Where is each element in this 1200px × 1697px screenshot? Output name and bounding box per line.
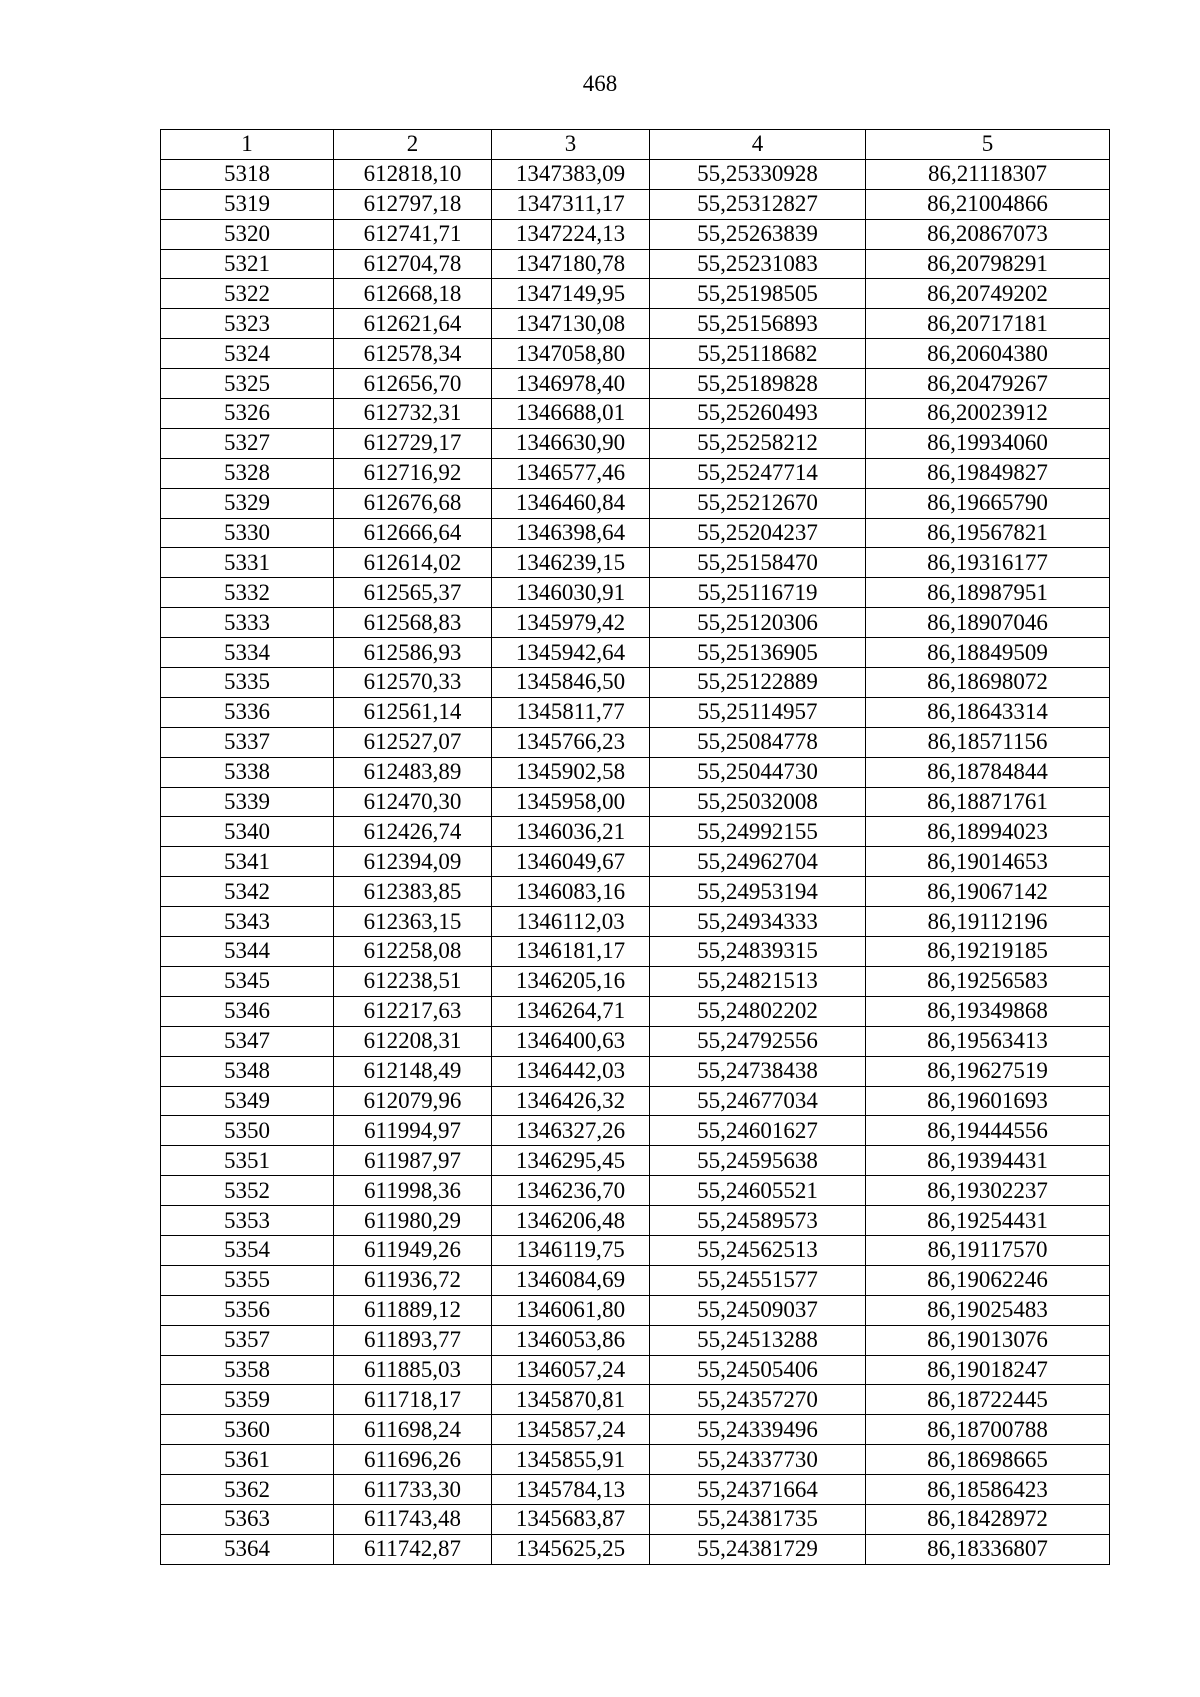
table-cell-col-3: 1346206,48	[492, 1206, 650, 1236]
header-cell-3: 3	[492, 130, 650, 160]
table-row	[161, 1475, 1110, 1505]
table-cell-col-4: 55,24381729	[650, 1534, 866, 1564]
table-row	[161, 1086, 1110, 1116]
header-cell-1: 1	[161, 130, 334, 160]
table-row	[161, 757, 1110, 787]
table-row	[161, 1385, 1110, 1415]
table-cell-col-3: 1346442,03	[492, 1056, 650, 1086]
table-cell-col-1: 5324	[161, 339, 334, 369]
table-cell-col-1: 5357	[161, 1325, 334, 1355]
table-cell-col-5: 86,19934060	[866, 428, 1110, 458]
table-cell-col-1: 5358	[161, 1355, 334, 1385]
table-row	[161, 1146, 1110, 1176]
table-cell-col-4: 55,24992155	[650, 817, 866, 847]
header-cell-5: 5	[866, 130, 1110, 160]
table-cell-col-3: 1346236,70	[492, 1176, 650, 1206]
table-cell-col-2: 612217,63	[334, 996, 492, 1026]
table-cell-col-1: 5320	[161, 219, 334, 249]
table-cell-col-1: 5353	[161, 1206, 334, 1236]
table-cell-col-4: 55,25084778	[650, 727, 866, 757]
table-cell-col-2: 611733,30	[334, 1475, 492, 1505]
table-cell-col-2: 612238,51	[334, 966, 492, 996]
table-row	[161, 727, 1110, 757]
table-cell-col-5: 86,18571156	[866, 727, 1110, 757]
table-cell-col-5: 86,20717181	[866, 309, 1110, 339]
table-row	[161, 996, 1110, 1026]
table-cell-col-3: 1345625,25	[492, 1534, 650, 1564]
table-cell-col-1: 5342	[161, 877, 334, 907]
table-cell-col-4: 55,25122889	[650, 668, 866, 698]
table-cell-col-4: 55,25330928	[650, 159, 866, 189]
table-cell-col-3: 1346205,16	[492, 966, 650, 996]
table-row	[161, 847, 1110, 877]
table-cell-col-2: 612818,10	[334, 159, 492, 189]
table-cell-col-4: 55,24792556	[650, 1026, 866, 1056]
table-cell-col-4: 55,24839315	[650, 937, 866, 967]
table-cell-col-5: 86,18784844	[866, 757, 1110, 787]
table-cell-col-4: 55,25118682	[650, 339, 866, 369]
table-cell-col-2: 612208,31	[334, 1026, 492, 1056]
table-cell-col-5: 86,19025483	[866, 1295, 1110, 1325]
table-cell-col-1: 5319	[161, 189, 334, 219]
table-row	[161, 1295, 1110, 1325]
table-cell-col-1: 5334	[161, 638, 334, 668]
table-cell-col-5: 86,18698072	[866, 668, 1110, 698]
table-cell-col-4: 55,25312827	[650, 189, 866, 219]
table-row	[161, 249, 1110, 279]
table-cell-col-5: 86,20023912	[866, 399, 1110, 429]
table-cell-col-3: 1345979,42	[492, 608, 650, 638]
table-cell-col-2: 612586,93	[334, 638, 492, 668]
table-cell-col-4: 55,25136905	[650, 638, 866, 668]
table-row	[161, 1176, 1110, 1206]
table-cell-col-1: 5339	[161, 787, 334, 817]
table-row	[161, 877, 1110, 907]
table-cell-col-4: 55,24605521	[650, 1176, 866, 1206]
table-row	[161, 1116, 1110, 1146]
table-cell-col-5: 86,20798291	[866, 249, 1110, 279]
table-row	[161, 787, 1110, 817]
table-cell-col-1: 5350	[161, 1116, 334, 1146]
table-cell-col-3: 1346398,64	[492, 518, 650, 548]
table-cell-col-4: 55,24371664	[650, 1475, 866, 1505]
table-cell-col-3: 1346239,15	[492, 548, 650, 578]
table-cell-col-1: 5337	[161, 727, 334, 757]
table-cell-col-5: 86,19567821	[866, 518, 1110, 548]
table-cell-col-4: 55,25247714	[650, 458, 866, 488]
table-cell-col-3: 1346630,90	[492, 428, 650, 458]
table-cell-col-1: 5360	[161, 1415, 334, 1445]
table-cell-col-2: 611743,48	[334, 1504, 492, 1534]
table-cell-col-4: 55,25116719	[650, 578, 866, 608]
table-cell-col-1: 5325	[161, 369, 334, 399]
table-cell-col-1: 5322	[161, 279, 334, 309]
table-row	[161, 1206, 1110, 1236]
table-cell-col-5: 86,18849509	[866, 638, 1110, 668]
table-cell-col-1: 5344	[161, 937, 334, 967]
table-cell-col-3: 1346049,67	[492, 847, 650, 877]
table-cell-col-4: 55,25158470	[650, 548, 866, 578]
table-cell-col-1: 5335	[161, 668, 334, 698]
table-cell-col-1: 5333	[161, 608, 334, 638]
table-cell-col-5: 86,19117570	[866, 1235, 1110, 1265]
table-cell-col-2: 612666,64	[334, 518, 492, 548]
table-cell-col-3: 1346688,01	[492, 399, 650, 429]
table-cell-col-4: 55,25260493	[650, 399, 866, 429]
table-cell-col-1: 5327	[161, 428, 334, 458]
table-cell-col-3: 1346057,24	[492, 1355, 650, 1385]
table-cell-col-3: 1346030,91	[492, 578, 650, 608]
table-cell-col-4: 55,24962704	[650, 847, 866, 877]
table-cell-col-5: 86,19112196	[866, 907, 1110, 937]
table-cell-col-3: 1347180,78	[492, 249, 650, 279]
table-cell-col-3: 1346181,17	[492, 937, 650, 967]
table-cell-col-2: 612363,15	[334, 907, 492, 937]
table-cell-col-4: 55,25212670	[650, 488, 866, 518]
table-cell-col-2: 612732,31	[334, 399, 492, 429]
table-cell-col-2: 611698,24	[334, 1415, 492, 1445]
table-cell-col-4: 55,25044730	[650, 757, 866, 787]
table-cell-col-2: 611936,72	[334, 1265, 492, 1295]
table-cell-col-3: 1345902,58	[492, 757, 650, 787]
table-cell-col-3: 1347130,08	[492, 309, 650, 339]
table-row	[161, 1265, 1110, 1295]
table-cell-col-3: 1345958,00	[492, 787, 650, 817]
table-cell-col-4: 55,24802202	[650, 996, 866, 1026]
table-row	[161, 1026, 1110, 1056]
table-cell-col-5: 86,19627519	[866, 1056, 1110, 1086]
table-cell-col-2: 611885,03	[334, 1355, 492, 1385]
table-cell-col-5: 86,18871761	[866, 787, 1110, 817]
table-row	[161, 369, 1110, 399]
table-cell-col-3: 1345784,13	[492, 1475, 650, 1505]
header-cell-4: 4	[650, 130, 866, 160]
table-row	[161, 1355, 1110, 1385]
table-cell-col-3: 1346084,69	[492, 1265, 650, 1295]
table-cell-col-2: 611718,17	[334, 1385, 492, 1415]
table-cell-col-2: 612656,70	[334, 369, 492, 399]
table-cell-col-5: 86,18336807	[866, 1534, 1110, 1564]
table-cell-col-4: 55,24337730	[650, 1445, 866, 1475]
table-cell-col-2: 612578,34	[334, 339, 492, 369]
table-cell-col-3: 1346112,03	[492, 907, 650, 937]
table-cell-col-2: 611994,97	[334, 1116, 492, 1146]
table-cell-col-5: 86,19601693	[866, 1086, 1110, 1116]
table-cell-col-2: 612741,71	[334, 219, 492, 249]
table-cell-col-1: 5361	[161, 1445, 334, 1475]
table-cell-col-5: 86,18643314	[866, 697, 1110, 727]
table-cell-col-3: 1347149,95	[492, 279, 650, 309]
table-cell-col-5: 86,19018247	[866, 1355, 1110, 1385]
table-cell-col-1: 5346	[161, 996, 334, 1026]
table-cell-col-1: 5328	[161, 458, 334, 488]
table-row	[161, 907, 1110, 937]
table-cell-col-1: 5356	[161, 1295, 334, 1325]
table-row	[161, 817, 1110, 847]
table-cell-col-2: 612426,74	[334, 817, 492, 847]
table-cell-col-2: 612568,83	[334, 608, 492, 638]
table-cell-col-1: 5345	[161, 966, 334, 996]
table-row	[161, 399, 1110, 429]
table-cell-col-3: 1347383,09	[492, 159, 650, 189]
table-cell-col-5: 86,19849827	[866, 458, 1110, 488]
table-cell-col-4: 55,25231083	[650, 249, 866, 279]
table-cell-col-2: 611893,77	[334, 1325, 492, 1355]
table-cell-col-5: 86,19665790	[866, 488, 1110, 518]
table-cell-col-3: 1346061,80	[492, 1295, 650, 1325]
table-cell-col-2: 612621,64	[334, 309, 492, 339]
table-row	[161, 1325, 1110, 1355]
table-row	[161, 309, 1110, 339]
table-cell-col-1: 5323	[161, 309, 334, 339]
table-cell-col-3: 1346264,71	[492, 996, 650, 1026]
table-row	[161, 668, 1110, 698]
table-row	[161, 937, 1110, 967]
table-row	[161, 697, 1110, 727]
table-row	[161, 518, 1110, 548]
table-cell-col-4: 55,25189828	[650, 369, 866, 399]
table-row	[161, 1415, 1110, 1445]
table-cell-col-5: 86,18698665	[866, 1445, 1110, 1475]
table-cell-col-5: 86,20749202	[866, 279, 1110, 309]
table-cell-col-3: 1345942,64	[492, 638, 650, 668]
table-cell-col-4: 55,24589573	[650, 1206, 866, 1236]
table-cell-col-2: 612716,92	[334, 458, 492, 488]
table-cell-col-2: 611980,29	[334, 1206, 492, 1236]
table-cell-col-1: 5347	[161, 1026, 334, 1056]
table-cell-col-1: 5349	[161, 1086, 334, 1116]
table-cell-col-3: 1347224,13	[492, 219, 650, 249]
table-cell-col-1: 5326	[161, 399, 334, 429]
table-cell-col-5: 86,18586423	[866, 1475, 1110, 1505]
header-row	[161, 130, 1110, 160]
table-cell-col-5: 86,19394431	[866, 1146, 1110, 1176]
table-cell-col-1: 5330	[161, 518, 334, 548]
table-cell-col-5: 86,21004866	[866, 189, 1110, 219]
table-cell-col-1: 5321	[161, 249, 334, 279]
table-cell-col-2: 612470,30	[334, 787, 492, 817]
table-cell-col-4: 55,24505406	[650, 1355, 866, 1385]
table-cell-col-4: 55,24738438	[650, 1056, 866, 1086]
table-cell-col-2: 611889,12	[334, 1295, 492, 1325]
table-cell-col-2: 612079,96	[334, 1086, 492, 1116]
table-row	[161, 189, 1110, 219]
coordinates-table	[160, 129, 1110, 1565]
table-cell-col-4: 55,25156893	[650, 309, 866, 339]
table-cell-col-1: 5364	[161, 1534, 334, 1564]
table-row	[161, 488, 1110, 518]
table-cell-col-4: 55,24595638	[650, 1146, 866, 1176]
table-cell-col-1: 5351	[161, 1146, 334, 1176]
table-cell-col-3: 1346053,86	[492, 1325, 650, 1355]
table-cell-col-5: 86,18700788	[866, 1415, 1110, 1445]
table-cell-col-2: 612729,17	[334, 428, 492, 458]
table-cell-col-1: 5329	[161, 488, 334, 518]
table-cell-col-3: 1346036,21	[492, 817, 650, 847]
table-cell-col-2: 612258,08	[334, 937, 492, 967]
table-cell-col-4: 55,24551577	[650, 1265, 866, 1295]
table-cell-col-4: 55,25114957	[650, 697, 866, 727]
table-cell-col-3: 1345766,23	[492, 727, 650, 757]
table-cell-col-4: 55,24513288	[650, 1325, 866, 1355]
table-cell-col-2: 612570,33	[334, 668, 492, 698]
table-row	[161, 1445, 1110, 1475]
table-cell-col-4: 55,24953194	[650, 877, 866, 907]
table-cell-col-5: 86,18994023	[866, 817, 1110, 847]
table-cell-col-2: 612565,37	[334, 578, 492, 608]
table-cell-col-4: 55,24821513	[650, 966, 866, 996]
table-cell-col-3: 1346460,84	[492, 488, 650, 518]
table-cell-col-2: 611998,36	[334, 1176, 492, 1206]
table-row	[161, 279, 1110, 309]
table-cell-col-4: 55,24339496	[650, 1415, 866, 1445]
table-cell-col-2: 611696,26	[334, 1445, 492, 1475]
table-cell-col-5: 86,19444556	[866, 1116, 1110, 1146]
table-cell-col-1: 5336	[161, 697, 334, 727]
table-cell-col-2: 612383,85	[334, 877, 492, 907]
table-cell-col-3: 1346577,46	[492, 458, 650, 488]
header-cell-2: 2	[334, 130, 492, 160]
page-number: 468	[582, 71, 618, 96]
table-row	[161, 608, 1110, 638]
table-cell-col-3: 1345857,24	[492, 1415, 650, 1445]
table-cell-col-4: 55,24357270	[650, 1385, 866, 1415]
table-cell-col-1: 5338	[161, 757, 334, 787]
table-cell-col-5: 86,19302237	[866, 1176, 1110, 1206]
table-cell-col-5: 86,18722445	[866, 1385, 1110, 1415]
table-cell-col-3: 1345870,81	[492, 1385, 650, 1415]
table-cell-col-3: 1347311,17	[492, 189, 650, 219]
table-row	[161, 578, 1110, 608]
table-cell-col-1: 5352	[161, 1176, 334, 1206]
table-row	[161, 1235, 1110, 1265]
table-cell-col-3: 1346295,45	[492, 1146, 650, 1176]
table-cell-col-5: 86,19219185	[866, 937, 1110, 967]
table-cell-col-1: 5363	[161, 1504, 334, 1534]
table-cell-col-1: 5331	[161, 548, 334, 578]
table-cell-col-5: 86,21118307	[866, 159, 1110, 189]
table-cell-col-2: 612704,78	[334, 249, 492, 279]
table-cell-col-2: 612394,09	[334, 847, 492, 877]
table-header	[161, 130, 1110, 160]
table-cell-col-2: 611949,26	[334, 1235, 492, 1265]
table-cell-col-5: 86,19013076	[866, 1325, 1110, 1355]
table-cell-col-1: 5355	[161, 1265, 334, 1295]
table-cell-col-2: 612561,14	[334, 697, 492, 727]
table-cell-col-5: 86,20604380	[866, 339, 1110, 369]
table-cell-col-3: 1345811,77	[492, 697, 650, 727]
table-cell-col-2: 612483,89	[334, 757, 492, 787]
table-cell-col-3: 1346400,63	[492, 1026, 650, 1056]
table-cell-col-2: 612527,07	[334, 727, 492, 757]
table-cell-col-5: 86,18987951	[866, 578, 1110, 608]
table-cell-col-4: 55,25204237	[650, 518, 866, 548]
table-cell-col-4: 55,25120306	[650, 608, 866, 638]
table-cell-col-5: 86,19067142	[866, 877, 1110, 907]
table-cell-col-3: 1345683,87	[492, 1504, 650, 1534]
table-row	[161, 458, 1110, 488]
table-row	[161, 428, 1110, 458]
table-cell-col-4: 55,24934333	[650, 907, 866, 937]
table-row	[161, 1534, 1110, 1564]
table-cell-col-5: 86,18428972	[866, 1504, 1110, 1534]
table-cell-col-2: 612676,68	[334, 488, 492, 518]
table-cell-col-5: 86,19316177	[866, 548, 1110, 578]
table-row	[161, 219, 1110, 249]
table-cell-col-2: 612668,18	[334, 279, 492, 309]
table-cell-col-1: 5359	[161, 1385, 334, 1415]
table-cell-col-1: 5348	[161, 1056, 334, 1086]
table-row	[161, 1504, 1110, 1534]
table-cell-col-3: 1346119,75	[492, 1235, 650, 1265]
table-cell-col-5: 86,20479267	[866, 369, 1110, 399]
table-cell-col-5: 86,19254431	[866, 1206, 1110, 1236]
table-cell-col-3: 1345855,91	[492, 1445, 650, 1475]
table-cell-col-3: 1345846,50	[492, 668, 650, 698]
table-cell-col-4: 55,25032008	[650, 787, 866, 817]
table-cell-col-1: 5341	[161, 847, 334, 877]
table-row	[161, 638, 1110, 668]
table-cell-col-2: 612148,49	[334, 1056, 492, 1086]
table-cell-col-4: 55,24677034	[650, 1086, 866, 1116]
table-row	[161, 1056, 1110, 1086]
table-cell-col-4: 55,24509037	[650, 1295, 866, 1325]
table-cell-col-4: 55,24381735	[650, 1504, 866, 1534]
table-cell-col-5: 86,19349868	[866, 996, 1110, 1026]
table-cell-col-4: 55,24601627	[650, 1116, 866, 1146]
table-cell-col-1: 5362	[161, 1475, 334, 1505]
table-row	[161, 339, 1110, 369]
table-cell-col-3: 1346327,26	[492, 1116, 650, 1146]
table-cell-col-5: 86,19563413	[866, 1026, 1110, 1056]
table-cell-col-2: 612797,18	[334, 189, 492, 219]
table-cell-col-1: 5340	[161, 817, 334, 847]
table-cell-col-2: 611987,97	[334, 1146, 492, 1176]
table-row	[161, 966, 1110, 996]
table-row	[161, 159, 1110, 189]
table-cell-col-3: 1347058,80	[492, 339, 650, 369]
table-cell-col-5: 86,19256583	[866, 966, 1110, 996]
table-cell-col-1: 5354	[161, 1235, 334, 1265]
table-cell-col-1: 5332	[161, 578, 334, 608]
table-cell-col-2: 611742,87	[334, 1534, 492, 1564]
table-cell-col-4: 55,25198505	[650, 279, 866, 309]
table-cell-col-1: 5318	[161, 159, 334, 189]
table-cell-col-5: 86,19014653	[866, 847, 1110, 877]
table-cell-col-3: 1346426,32	[492, 1086, 650, 1116]
table-cell-col-4: 55,24562513	[650, 1235, 866, 1265]
table-cell-col-3: 1346978,40	[492, 369, 650, 399]
table-row	[161, 548, 1110, 578]
table-cell-col-2: 612614,02	[334, 548, 492, 578]
table-cell-col-5: 86,20867073	[866, 219, 1110, 249]
table-cell-col-3: 1346083,16	[492, 877, 650, 907]
table-cell-col-5: 86,19062246	[866, 1265, 1110, 1295]
table-cell-col-1: 5343	[161, 907, 334, 937]
table-cell-col-4: 55,25263839	[650, 219, 866, 249]
table-cell-col-4: 55,25258212	[650, 428, 866, 458]
table-body	[161, 159, 1110, 1564]
table-cell-col-5: 86,18907046	[866, 608, 1110, 638]
